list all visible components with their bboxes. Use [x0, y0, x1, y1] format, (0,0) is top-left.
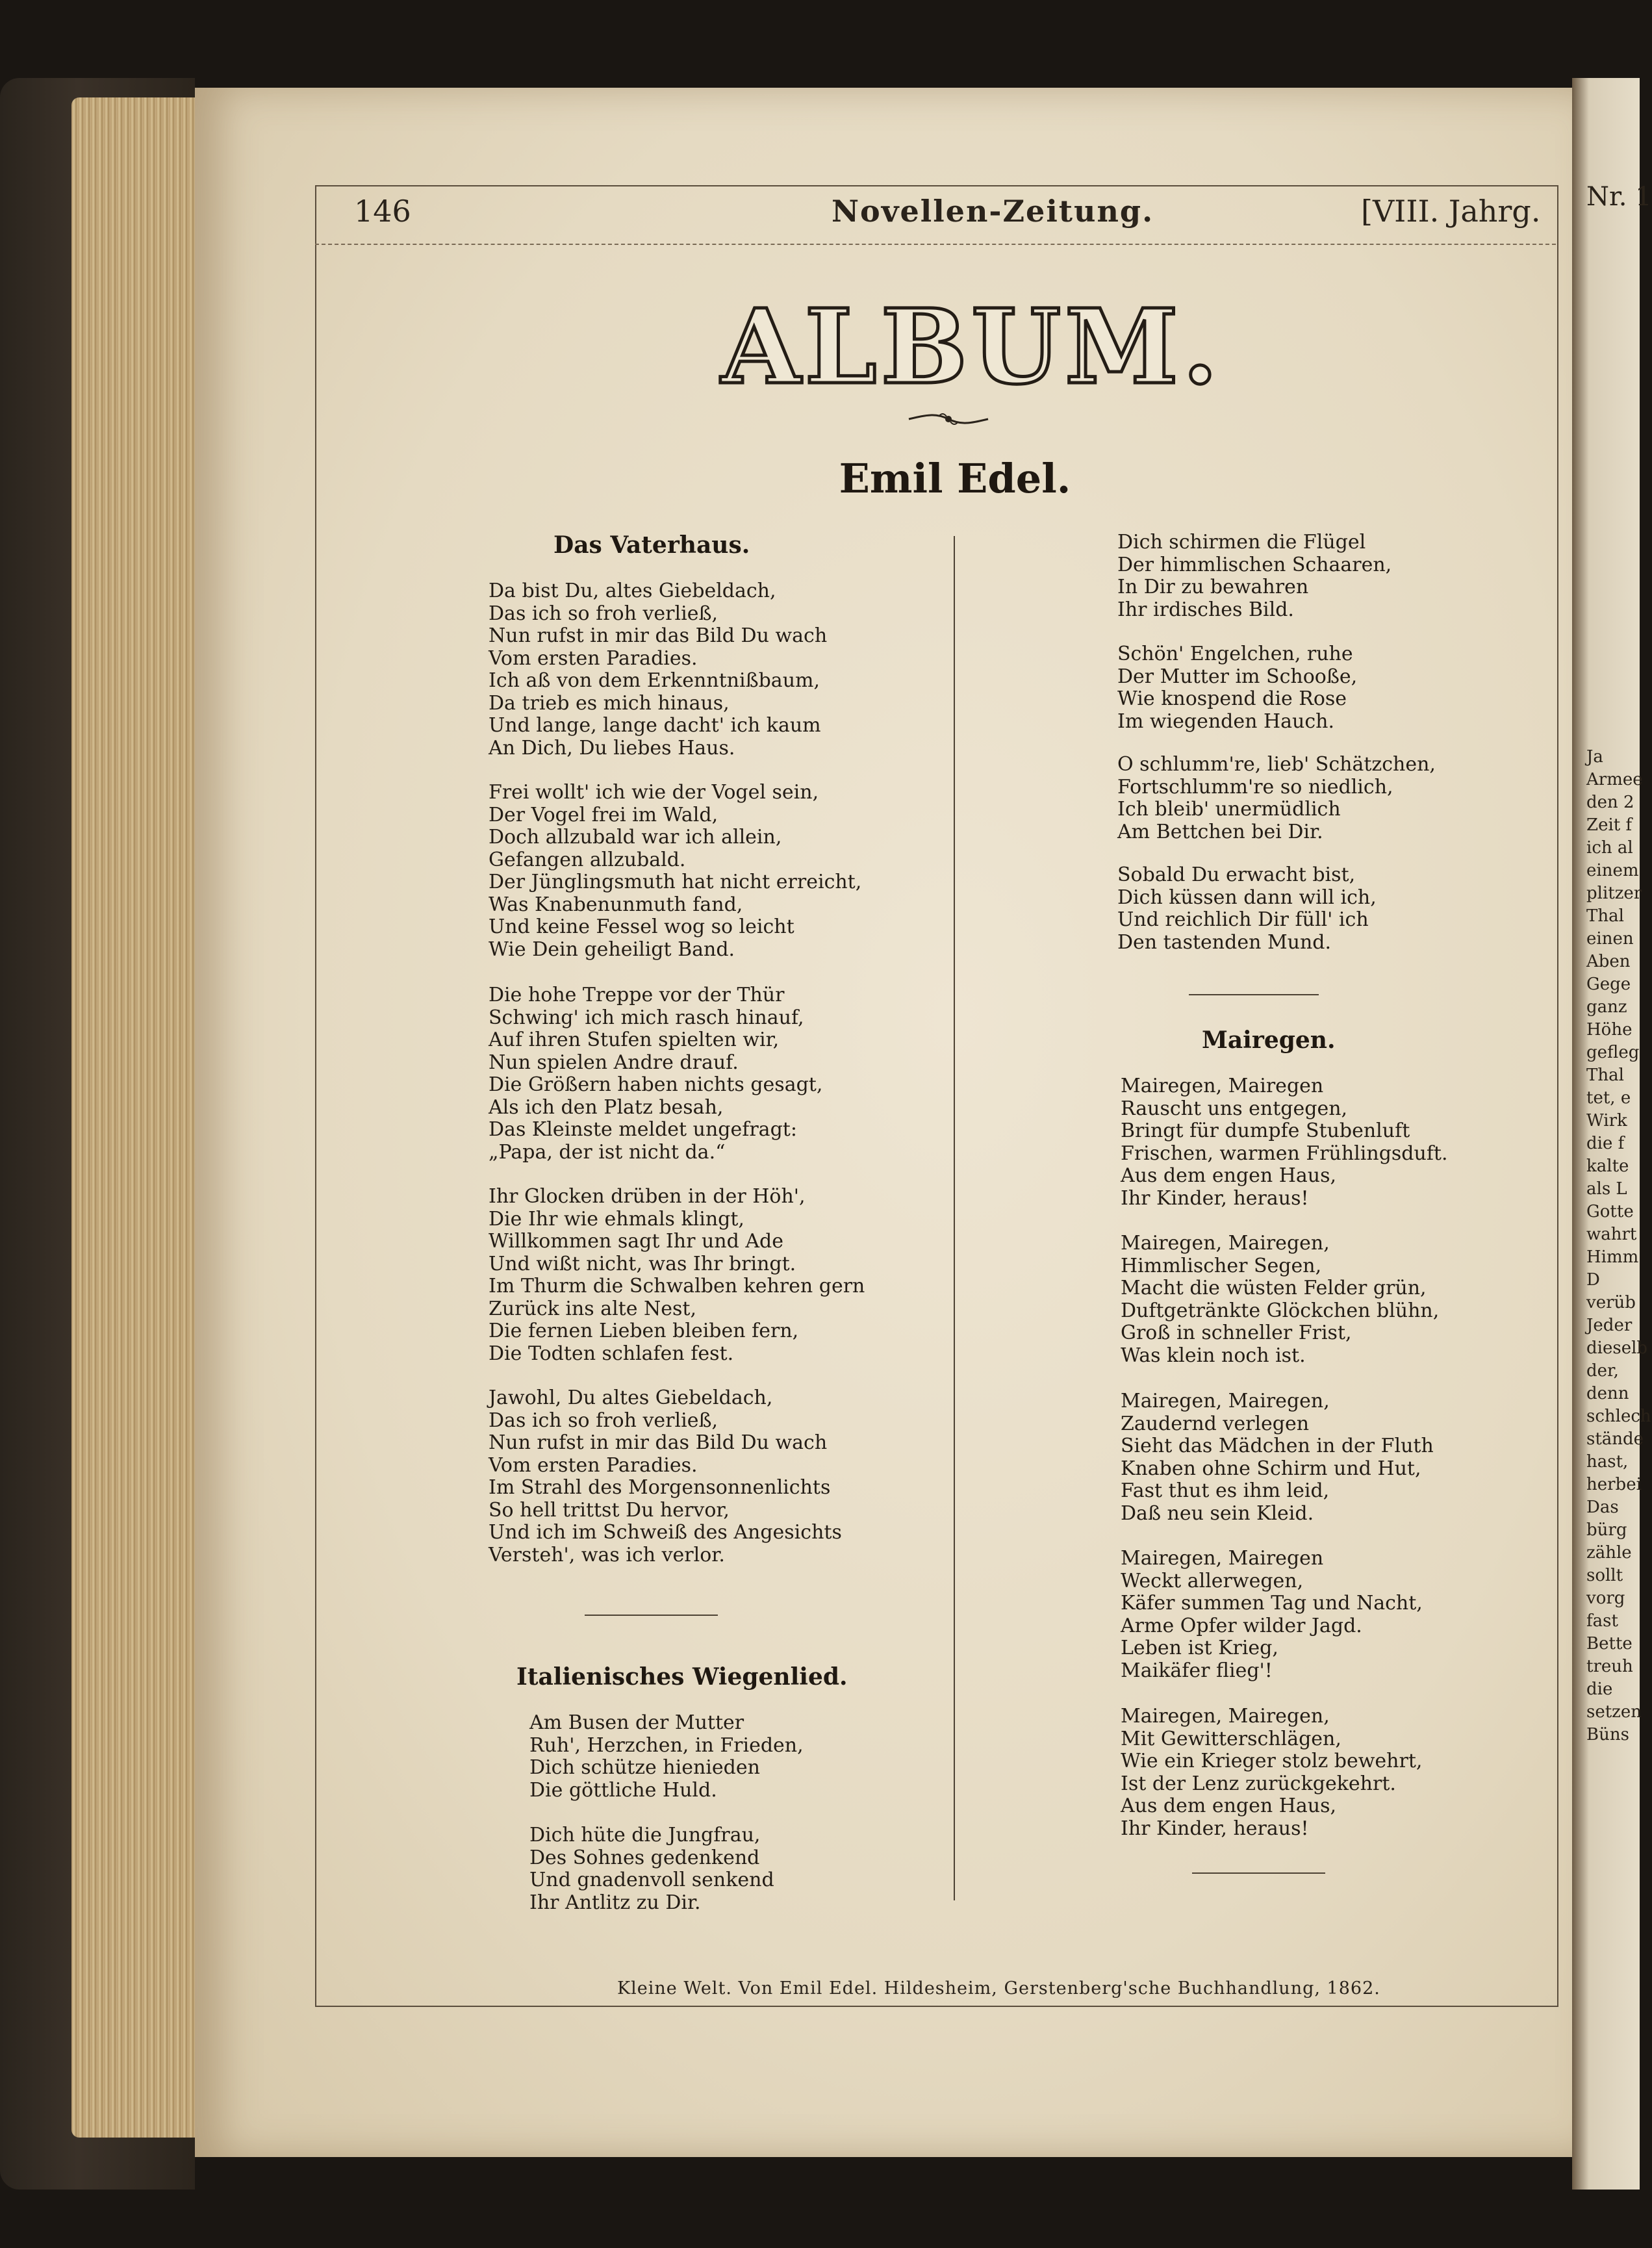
journal-title: Novellen-Zeitung. — [832, 194, 1154, 229]
next-page-line: Thal — [1586, 906, 1624, 926]
section-rule-right-2 — [1192, 1872, 1325, 1874]
stanza-mairegen-4: Mairegen, Mairegen Weckt allerwegen, Käfer summen Tag und Nacht, Arme Opfer wilder Jagd. Leben ist Krieg, Maikäfer flieg'! — [1121, 1547, 1423, 1682]
next-page-line: Thal — [1586, 1066, 1624, 1085]
ornament-divider — [906, 406, 991, 432]
next-page-line: Himm — [1586, 1247, 1639, 1267]
stanza-vaterhaus-4: Ihr Glocken drüben in der Höh', Die Ihr wie ehmals klingt, Willkommen sagt Ihr und Ade Und wißt nicht, was Ihr bringt. Im Thurm die Schwalben kehren gern Zurück ins alte Nest, Die fernen Lieben bleiben fern, Die Todten schlafen fest. — [489, 1185, 865, 1365]
next-page-line: Ja — [1586, 747, 1603, 767]
stanza-mairegen-5: Mairegen, Mairegen, Mit Gewitterschlägen, Wie ein Krieger stolz bewehrt, Ist der Lenz zurückgekehrt. Aus dem engen Haus, Ihr Kinder, heraus! — [1121, 1705, 1423, 1840]
stanza-vaterhaus-1: Da bist Du, altes Giebeldach, Das ich so froh verließ, Nun rufst in mir das Bild Du wach Vom ersten Paradies. Ich aß von dem Erkenntnißbaum, Da trieb es mich hinaus, Und lange, lange dacht' ich kaum An Dich, Du liebes Haus. — [489, 580, 828, 760]
next-page-line: den 2 — [1586, 793, 1634, 812]
next-page-line: ich al — [1586, 838, 1633, 858]
next-page-line: einen — [1586, 929, 1634, 949]
next-page-line: herbei — [1586, 1475, 1642, 1494]
next-page-line: kalte — [1586, 1156, 1629, 1176]
next-page-line: Armee — [1586, 770, 1643, 789]
stanza-wiegenlied-5: O schlumm're, lieb' Schätzchen, Fortschlumm're so niedlich, Ich bleib' unermüdlich Am Bettchen bei Dir. — [1117, 753, 1436, 843]
next-page-line: die f — [1586, 1134, 1625, 1153]
stanza-wiegenlied-1: Am Busen der Mutter Ruh', Herzchen, in Frieden, Dich schütze hienieden Die göttliche Huld. — [529, 1711, 804, 1802]
section-rule-right-1 — [1189, 994, 1319, 995]
poem-title-mairegen: Mairegen. — [1202, 1027, 1336, 1054]
next-page-line: wahrt — [1586, 1225, 1637, 1244]
next-page-header: Nr. 1 — [1586, 182, 1652, 212]
next-page-line: verüb — [1586, 1293, 1636, 1312]
next-page-line: einem — [1586, 861, 1639, 880]
next-page-line: der, — [1586, 1361, 1619, 1381]
next-page-line: treuh — [1586, 1657, 1633, 1676]
stanza-wiegenlied-2: Dich hüte die Jungfrau, Des Sohnes gedenkend Und gnadenvoll senkend Ihr Antlitz zu Dir. — [529, 1824, 774, 1914]
next-page-line: stände — [1586, 1429, 1644, 1449]
next-page-line: als L — [1586, 1179, 1627, 1199]
next-page-line: Aben — [1586, 952, 1631, 971]
source-footer: Kleine Welt. Von Emil Edel. Hildesheim, Gerstenberg'sche Buchhandlung, 1862. — [617, 1978, 1380, 1999]
column-rule — [954, 536, 955, 1900]
album-title: ALBUM. — [721, 287, 1222, 407]
next-page-line: Höhe — [1586, 1020, 1633, 1040]
section-rule-left — [585, 1615, 718, 1616]
poem-title-wiegenlied: Italienisches Wiegenlied. — [516, 1663, 848, 1691]
stanza-wiegenlied-3: Dich schirmen die Flügel Der himmlischen Schaaren, In Dir zu bewahren Ihr irdisches Bild. — [1117, 531, 1392, 621]
stanza-mairegen-3: Mairegen, Mairegen, Zaudernd verlegen Sieht das Mädchen in der Fluth Knaben ohne Schirm und Hut, Fast thut es ihm leid, Daß neu sein Kleid. — [1121, 1390, 1434, 1525]
next-page-line: Jeder — [1586, 1316, 1633, 1335]
volume-year: [VIII. Jahrg. — [1361, 194, 1541, 229]
next-page-line: schlech — [1586, 1407, 1651, 1426]
next-page-line: denn — [1586, 1384, 1629, 1403]
next-page-line: plitzer — [1586, 884, 1642, 903]
stanza-vaterhaus-2: Frei wollt' ich wie der Vogel sein, Der Vogel frei im Wald, Doch allzubald war ich allein, Gefangen allzubald. Der Jünglingsmuth hat nicht erreicht, Was Knabenunmuth fand, Und keine Fessel wog so leicht Wie Dein geheiligt Band. — [489, 781, 862, 961]
next-page-line: sollt — [1586, 1566, 1623, 1585]
next-page-line: vorg — [1586, 1589, 1625, 1608]
header-rule — [315, 244, 1556, 245]
next-page-line: Gotte — [1586, 1202, 1634, 1221]
next-page-line: tet, e — [1586, 1088, 1631, 1108]
stanza-wiegenlied-4: Schön' Engelchen, ruhe Der Mutter im Schooße, Wie knospend die Rose Im wiegenden Hauch. — [1117, 643, 1358, 733]
next-page-line: ganz — [1586, 997, 1627, 1017]
next-page-line: Büns — [1586, 1725, 1629, 1744]
next-page-strip — [1572, 78, 1652, 2190]
next-page-line: bürg — [1586, 1520, 1627, 1540]
stanza-mairegen-2: Mairegen, Mairegen, Himmlischer Segen, Macht die wüsten Felder grün, Duftgetränkte Glöckchen blühn, Groß in schneller Frist, Was klein noch ist. — [1121, 1232, 1440, 1367]
next-page-line: zähle — [1586, 1543, 1632, 1563]
next-page-line: Wirk — [1586, 1111, 1627, 1130]
author-name: Emil Edel. — [839, 455, 1071, 502]
poem-title-vaterhaus: Das Vaterhaus. — [553, 531, 750, 559]
next-page-line: D — [1586, 1270, 1600, 1290]
next-page-line: setzen — [1586, 1702, 1642, 1722]
next-page-line: Gege — [1586, 975, 1631, 994]
stanza-vaterhaus-5: Jawohl, Du altes Giebeldach, Das ich so froh verließ, Nun rufst in mir das Bild Du wach Vom ersten Paradies. Im Strahl des Morgensonnenlichts So hell trittst Du hervor, Und ich im Schweiß des Angesichts Versteh', was ich verlor. — [489, 1386, 842, 1566]
stanza-mairegen-1: Mairegen, Mairegen Rauscht uns entgegen, Bringt für dumpfe Stubenluft Frischen, warmen Frühlingsduft. Aus dem engen Haus, Ihr Kinder, heraus! — [1121, 1075, 1448, 1210]
next-page-line: die — [1586, 1680, 1613, 1699]
next-page-line: Das — [1586, 1498, 1619, 1517]
next-page-line: hast, — [1586, 1452, 1629, 1472]
next-page-line: Zeit f — [1586, 815, 1633, 835]
stanza-vaterhaus-3: Die hohe Treppe vor der Thür Schwing' ich mich rasch hinauf, Auf ihren Stufen spielten wir, Nun spielen Andre drauf. Die Größern haben nichts gesagt, Als ich den Platz besah, Das Kleinste meldet ungefragt: „Papa, der ist nicht da.“ — [489, 984, 823, 1164]
next-page-line: gefleg — [1586, 1043, 1640, 1062]
next-page-line: fast — [1586, 1611, 1618, 1631]
stanza-wiegenlied-6: Sobald Du erwacht bist, Dich küssen dann will ich, Und reichlich Dir füll' ich Den tastenden Mund. — [1117, 863, 1377, 954]
next-page-line: dieselb — [1586, 1338, 1648, 1358]
page-number: 146 — [354, 194, 411, 229]
next-page-line: Bette — [1586, 1634, 1633, 1654]
